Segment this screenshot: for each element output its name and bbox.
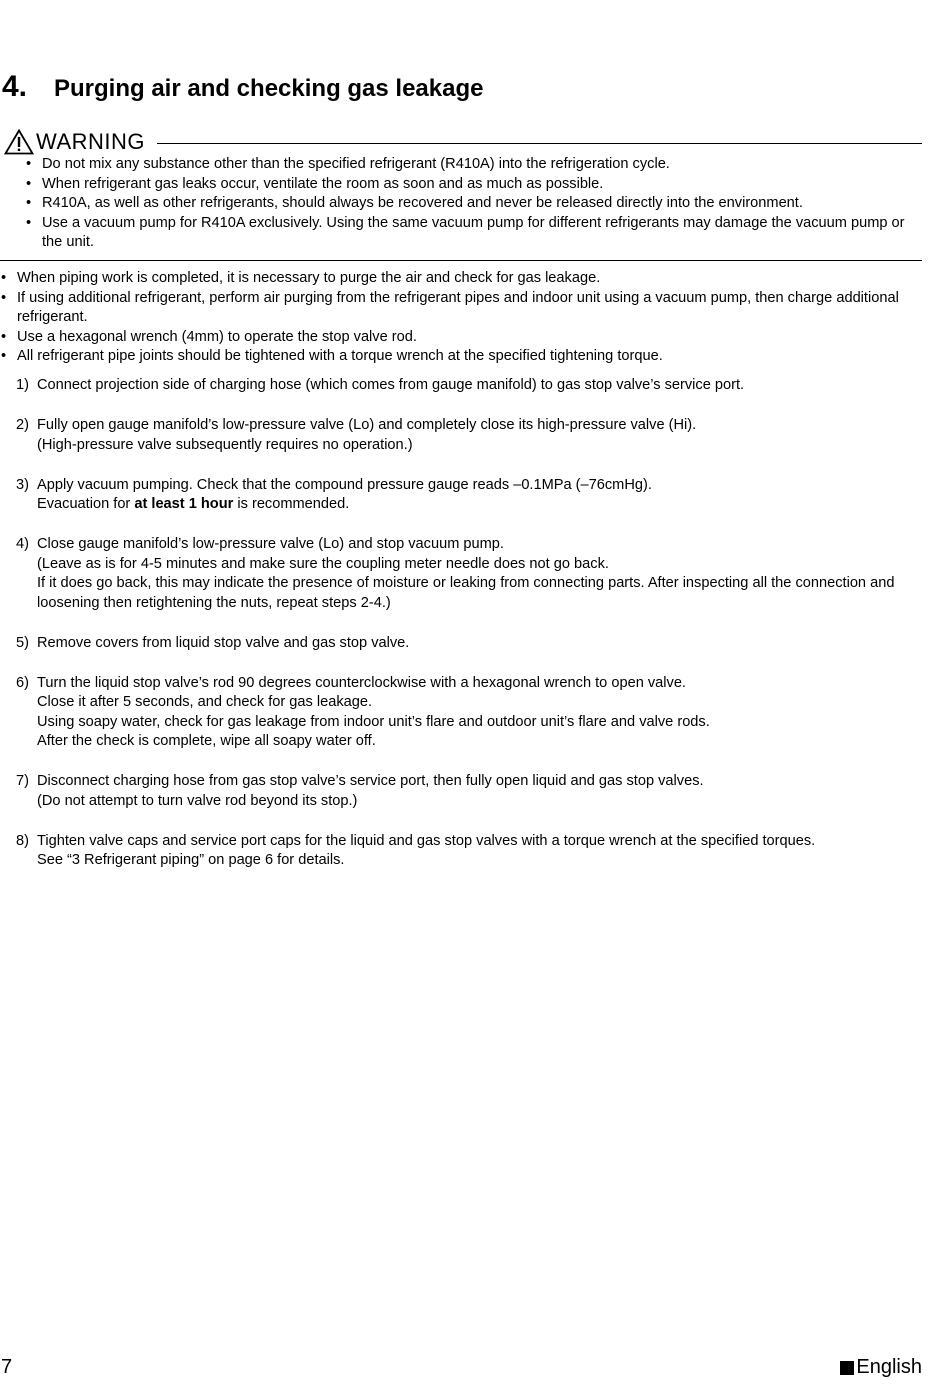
step-text: Close gauge manifold’s low-pressure valve (Lo) and stop vacuum pump. — [37, 536, 504, 552]
general-notes-list — [1, 269, 922, 367]
step-number: 4) — [16, 536, 29, 552]
bullet: • — [1, 328, 7, 345]
step-text: Fully open gauge manifold’s low-pressure valve (Lo) and completely close its high-pressure valve (Hi). — [37, 417, 697, 433]
step-text: Apply vacuum pumping. Check that the compound pressure gauge reads –0.1MPa (–76cmHg). — [37, 476, 652, 493]
warning-header — [4, 127, 922, 157]
general-item: • When piping work is completed, it is necessary to purge the air and check for gas leakage. — [1, 269, 922, 289]
bullet: • — [1, 348, 7, 364]
warning-triangle-icon — [4, 129, 34, 155]
warning-bottom-divider — [0, 260, 922, 261]
step-number: 7) — [16, 773, 29, 789]
step-number: 6) — [16, 674, 29, 691]
step-text: See “3 Refrigerant piping” on page 6 for details. — [37, 852, 345, 868]
step-text: After the check is complete, wipe all soapy water off. — [37, 733, 376, 749]
warning-list — [26, 155, 922, 253]
section-heading — [0, 70, 483, 104]
step-text: Close it after 5 seconds, and check for gas leakage. — [37, 694, 373, 710]
bullet: • — [1, 270, 7, 286]
general-item: • All refrigerant pipe joints should be tightened with a torque wrench at the specified tightening torque. — [1, 347, 922, 367]
step-7 — [16, 772, 916, 811]
step-text-evacuation: Evacuation for at least 1 hour is recommended. — [37, 496, 350, 512]
step-text: (Do not attempt to turn valve rod beyond its stop.) — [37, 792, 358, 809]
step-8 — [16, 832, 916, 871]
bullet: • — [26, 156, 32, 172]
step-text: Connect projection side of charging hose (which comes from gauge manifold) to gas stop valve’s service port. — [37, 377, 745, 393]
emphasis-text: at least 1 hour — [134, 496, 234, 512]
page-number: 7 — [1, 1356, 13, 1378]
black-square-icon — [840, 1361, 854, 1375]
warning-item: • When refrigerant gas leaks occur, ventilate the room as soon and as much as possible. — [26, 175, 922, 195]
step-text: If it does go back, this may indicate the presence of moisture or leaking from connecting parts. After inspecting all the connection and loosening then retightening the nuts, repeat steps 2-4.) — [37, 575, 895, 611]
bullet: • — [26, 195, 32, 211]
step-text: (Leave as is for 4-5 minutes and make sure the coupling meter needle does not go back. — [37, 555, 609, 572]
bullet: • — [1, 289, 7, 306]
warning-title: WARNING — [36, 129, 146, 154]
warning-divider — [157, 143, 922, 144]
step-text: Remove covers from liquid stop valve and gas stop valve. — [37, 634, 410, 651]
section-title: Purging air and checking gas leakage — [54, 75, 484, 102]
language-text: English — [856, 1356, 922, 1378]
warning-item: • Do not mix any substance other than the specified refrigerant (R410A) into the refrigeration cycle. — [26, 155, 922, 175]
step-number: 8) — [16, 832, 29, 849]
bullet: • — [26, 214, 32, 231]
step-text: Using soapy water, check for gas leakage from indoor unit’s flare and outdoor unit’s flare and valve rods. — [37, 713, 710, 730]
general-item: • Use a hexagonal wrench (4mm) to operate the stop valve rod. — [1, 328, 922, 348]
step-number: 2) — [16, 417, 29, 433]
step-text: Tighten valve caps and service port caps for the liquid and gas stop valves with a torque wrench at the specified torques. — [37, 832, 816, 849]
general-item: • If using additional refrigerant, perform air purging from the refrigerant pipes and indoor unit using a vacuum pump, then charge additional refrigerant. — [1, 289, 899, 325]
step-4 — [16, 535, 916, 613]
step-text: Disconnect charging hose from gas stop valve’s service port, then fully open liquid and gas stop valves. — [37, 773, 704, 789]
step-3 — [16, 476, 916, 515]
warning-item: • Use a vacuum pump for R410A exclusively. Using the same vacuum pump for different refrigerants may damage the vacuum pump or the unit. — [26, 214, 905, 250]
step-6 — [16, 674, 916, 752]
language-label — [840, 1356, 922, 1379]
step-number: 1) — [16, 377, 29, 393]
step-number: 5) — [16, 634, 29, 651]
step-text: (High-pressure valve subsequently requires no operation.) — [37, 436, 413, 453]
step-text: Turn the liquid stop valve’s rod 90 degrees counterclockwise with a hexagonal wrench to open valve. — [37, 674, 686, 691]
step-5 — [16, 634, 916, 654]
bullet: • — [26, 175, 32, 192]
step-2 — [16, 416, 916, 455]
procedure-steps — [16, 376, 916, 891]
warning-item: • R410A, as well as other refrigerants, should always be recovered and never be released directly into the environment. — [26, 194, 922, 214]
step-number: 3) — [16, 476, 29, 493]
step-1 — [16, 376, 916, 396]
section-number: 4. — [2, 70, 28, 103]
